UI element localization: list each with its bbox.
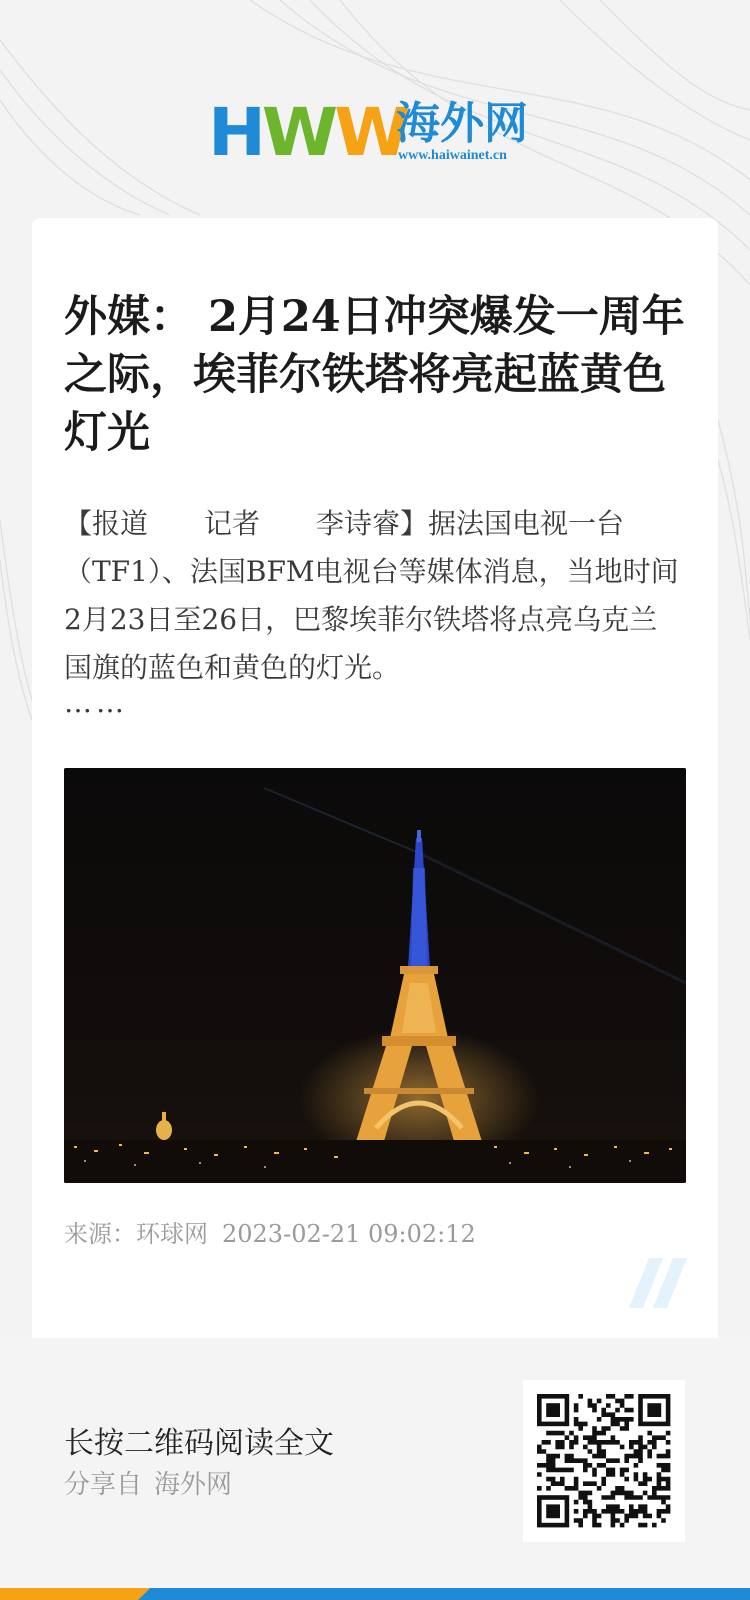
double-slash-icon bbox=[627, 1258, 697, 1308]
article-card bbox=[32, 218, 718, 1338]
eiffel-tower-illustration bbox=[64, 768, 686, 1183]
share-site: 海外网 bbox=[154, 1470, 233, 1500]
article-source bbox=[64, 1214, 490, 1249]
site-logo[interactable] bbox=[208, 94, 543, 171]
source-label: 来源：环球网 bbox=[64, 1220, 208, 1248]
article-summary: 【报道 记者 李诗睿】据法国电视一台（TF1）、法国BFM电视台等媒体消息，当地时间2月23日至26日，巴黎埃菲尔铁塔将点亮乌克兰国旗的蓝色和黄色的灯光。 bbox=[64, 507, 679, 684]
bottom-color-bar bbox=[0, 1588, 750, 1600]
share-footer bbox=[0, 1338, 750, 1600]
publish-datetime: 2023-02-21 09:02:12 bbox=[222, 1220, 476, 1248]
article-title: 外媒： 2月24日冲突爆发一周年之际，埃菲尔铁塔将亮起蓝黄色灯光 bbox=[64, 292, 685, 458]
logo-letters: HWW bbox=[208, 94, 407, 171]
share-prefix: 分享自 bbox=[64, 1470, 143, 1500]
qr-code-icon[interactable] bbox=[523, 1380, 685, 1542]
share-source bbox=[64, 1464, 244, 1501]
article-ellipsis: …… bbox=[64, 686, 128, 719]
logo-site-url: www.haiwainet.cn bbox=[398, 148, 507, 163]
eiffel-tower-photo bbox=[64, 768, 686, 1183]
logo-site-name: 海外网 bbox=[396, 98, 528, 149]
qr-code-graphic bbox=[523, 1380, 685, 1542]
qr-call-to-action: 长按二维码阅读全文 bbox=[64, 1426, 334, 1461]
